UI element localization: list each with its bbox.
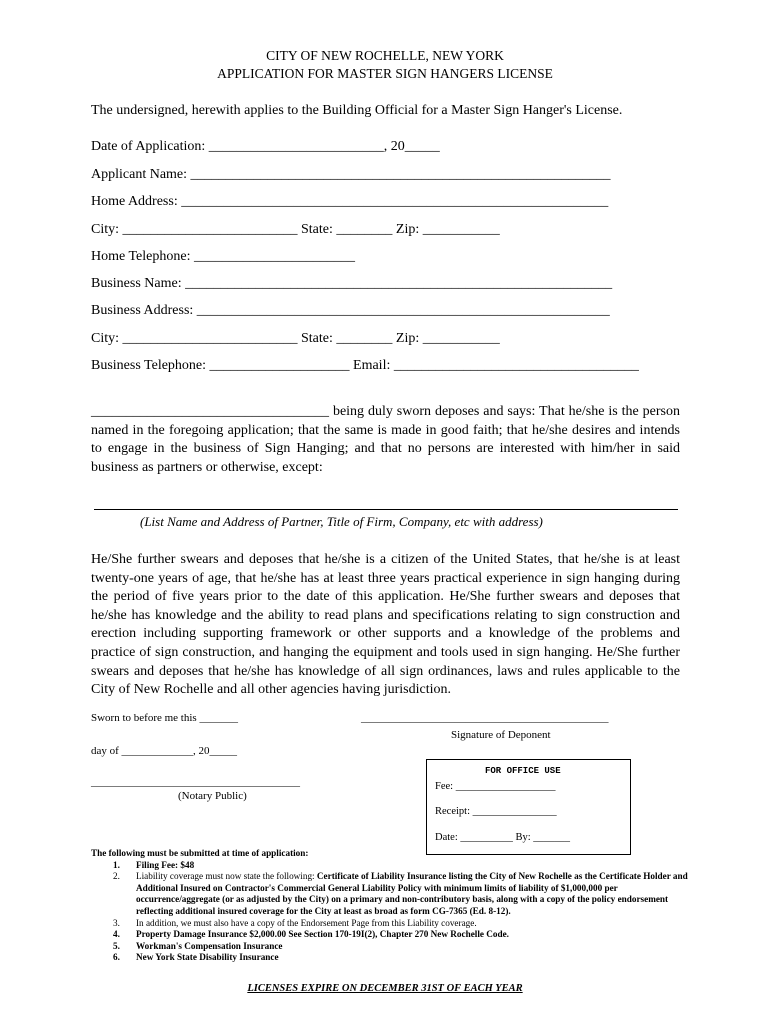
requirement-item [91,918,691,930]
requirement-text-plain: Liability coverage must now state the following: [136,871,317,882]
requirement-number: 1. [113,859,120,870]
signature-label: Signature of Deponent [451,729,551,741]
requirement-text: Filing Fee: $48 [136,859,195,870]
requirement-number: 2. [113,871,120,882]
requirement-item [91,929,691,941]
signature-line[interactable]: _____________________________________________ [361,712,609,724]
home-address-field[interactable]: Home Address: _____________________________________________________________ [91,194,609,209]
requirement-text: Property Damage Insurance $2,000.00 See Section 170-19I(2), Chapter 270 New Rochelle Code. [136,929,509,940]
swears-paragraph: He/She further swears and deposes that he/she is a citizen of the United States, that he/she is at least twenty-one years of age, that he/she has at least three years practical experience in sign hanging during the period of five years prior to the date of this application. He/She further swears and deposes that he/she has knowledge and the ability to read plans and specifications relating to sign construction and erection including supporting framework or other supports and a knowledge of the problems and practice of sign construction, and hanging the equipment and tools used in sign hanging. He/She further swears and deposes that he/she has knowledge of all sign ordinances, laws and rules applicable to the City of New Rochelle and all other agencies having jurisdiction. [91,552,680,698]
office-use-title: FOR OFFICE USE [485,766,561,776]
office-use-box [426,759,631,855]
requirement-text: In addition, we must also have a copy of the Endorsement Page from this Liability coverage. [136,917,477,928]
requirement-item [91,871,691,917]
business-telephone-email-field[interactable]: Business Telephone: ____________________ Email: ___________________________________ [91,358,639,373]
home-city-state-zip-field[interactable]: City: _________________________ State: ________ Zip: ___________ [91,222,500,237]
office-date-by-field[interactable]: Date: __________ By: _______ [435,832,571,843]
requirements-heading: The following must be submitted at time of application: [91,848,309,858]
partner-entry-line[interactable] [94,509,678,510]
office-receipt-field[interactable]: Receipt: ________________ [435,806,557,817]
requirement-text: New York State Disability Insurance [136,952,279,963]
day-of-label: day of _____________, 20_____ [91,745,238,757]
office-fee-field[interactable]: Fee: ___________________ [435,781,556,792]
license-expiry-footer: LICENSES EXPIRE ON DECEMBER 31ST OF EACH YEAR [247,983,523,994]
intro-text: The undersigned, herewith applies to the Building Official for a Master Sign Hanger's License. [91,103,623,118]
requirement-number: 6. [113,952,120,963]
requirement-item [91,952,691,964]
notary-label: (Notary Public) [178,790,247,802]
oath-paragraph: __________________________________ being duly sworn deposes and says: That he/she is the person named in the foregoing application; that the same is made in good faith; that he/she desires and intends to engage in the business of Sign Hanging; and that no persons are interested with him/her in said business as partners or otherwise, except: [91,404,680,475]
requirement-number: 4. [113,929,120,940]
business-name-field[interactable]: Business Name: _____________________________________________________________ [91,276,613,291]
applicant-name-field[interactable]: Applicant Name: ____________________________________________________________ [91,167,611,182]
business-address-field[interactable]: Business Address: ___________________________________________________________ [91,303,610,318]
header-application-title: APPLICATION FOR MASTER SIGN HANGERS LICENSE [217,66,553,81]
sworn-before-label: Sworn to before me this _______ [91,712,238,724]
header-city: CITY OF NEW ROCHELLE, NEW YORK [266,48,504,63]
requirements-list [91,848,691,964]
requirement-item [91,860,691,872]
requirement-number: 5. [113,940,120,951]
requirement-item [91,941,691,953]
partner-caption: (List Name and Address of Partner, Title of Firm, Company, etc with address) [140,514,543,529]
date-of-application-field[interactable]: Date of Application: _________________________, 20_____ [91,139,440,154]
requirement-text: Workman's Compensation Insurance [136,940,283,951]
business-city-state-zip-field[interactable]: City: _________________________ State: ________ Zip: ___________ [91,331,500,346]
notary-line[interactable]: ______________________________________ [91,776,300,788]
requirement-text-bold: Certificate of Liability Insurance listing the City of New Rochelle as the Certificate Holder and Additional Insured on Contractor's Commercial General Liability Policy with minimum limits of liability of $1,000,000 per occurrence/aggregate (or as adjusted by the City) on a primary and non-contributory basis, along with a copy of the policy endorsement reflecting additional insured coverage for the City at least as broad as form CG-7365 (Ed. 8-12). [136,871,688,916]
requirement-number: 3. [113,917,120,928]
home-telephone-field[interactable]: Home Telephone: _______________________ [91,249,355,264]
